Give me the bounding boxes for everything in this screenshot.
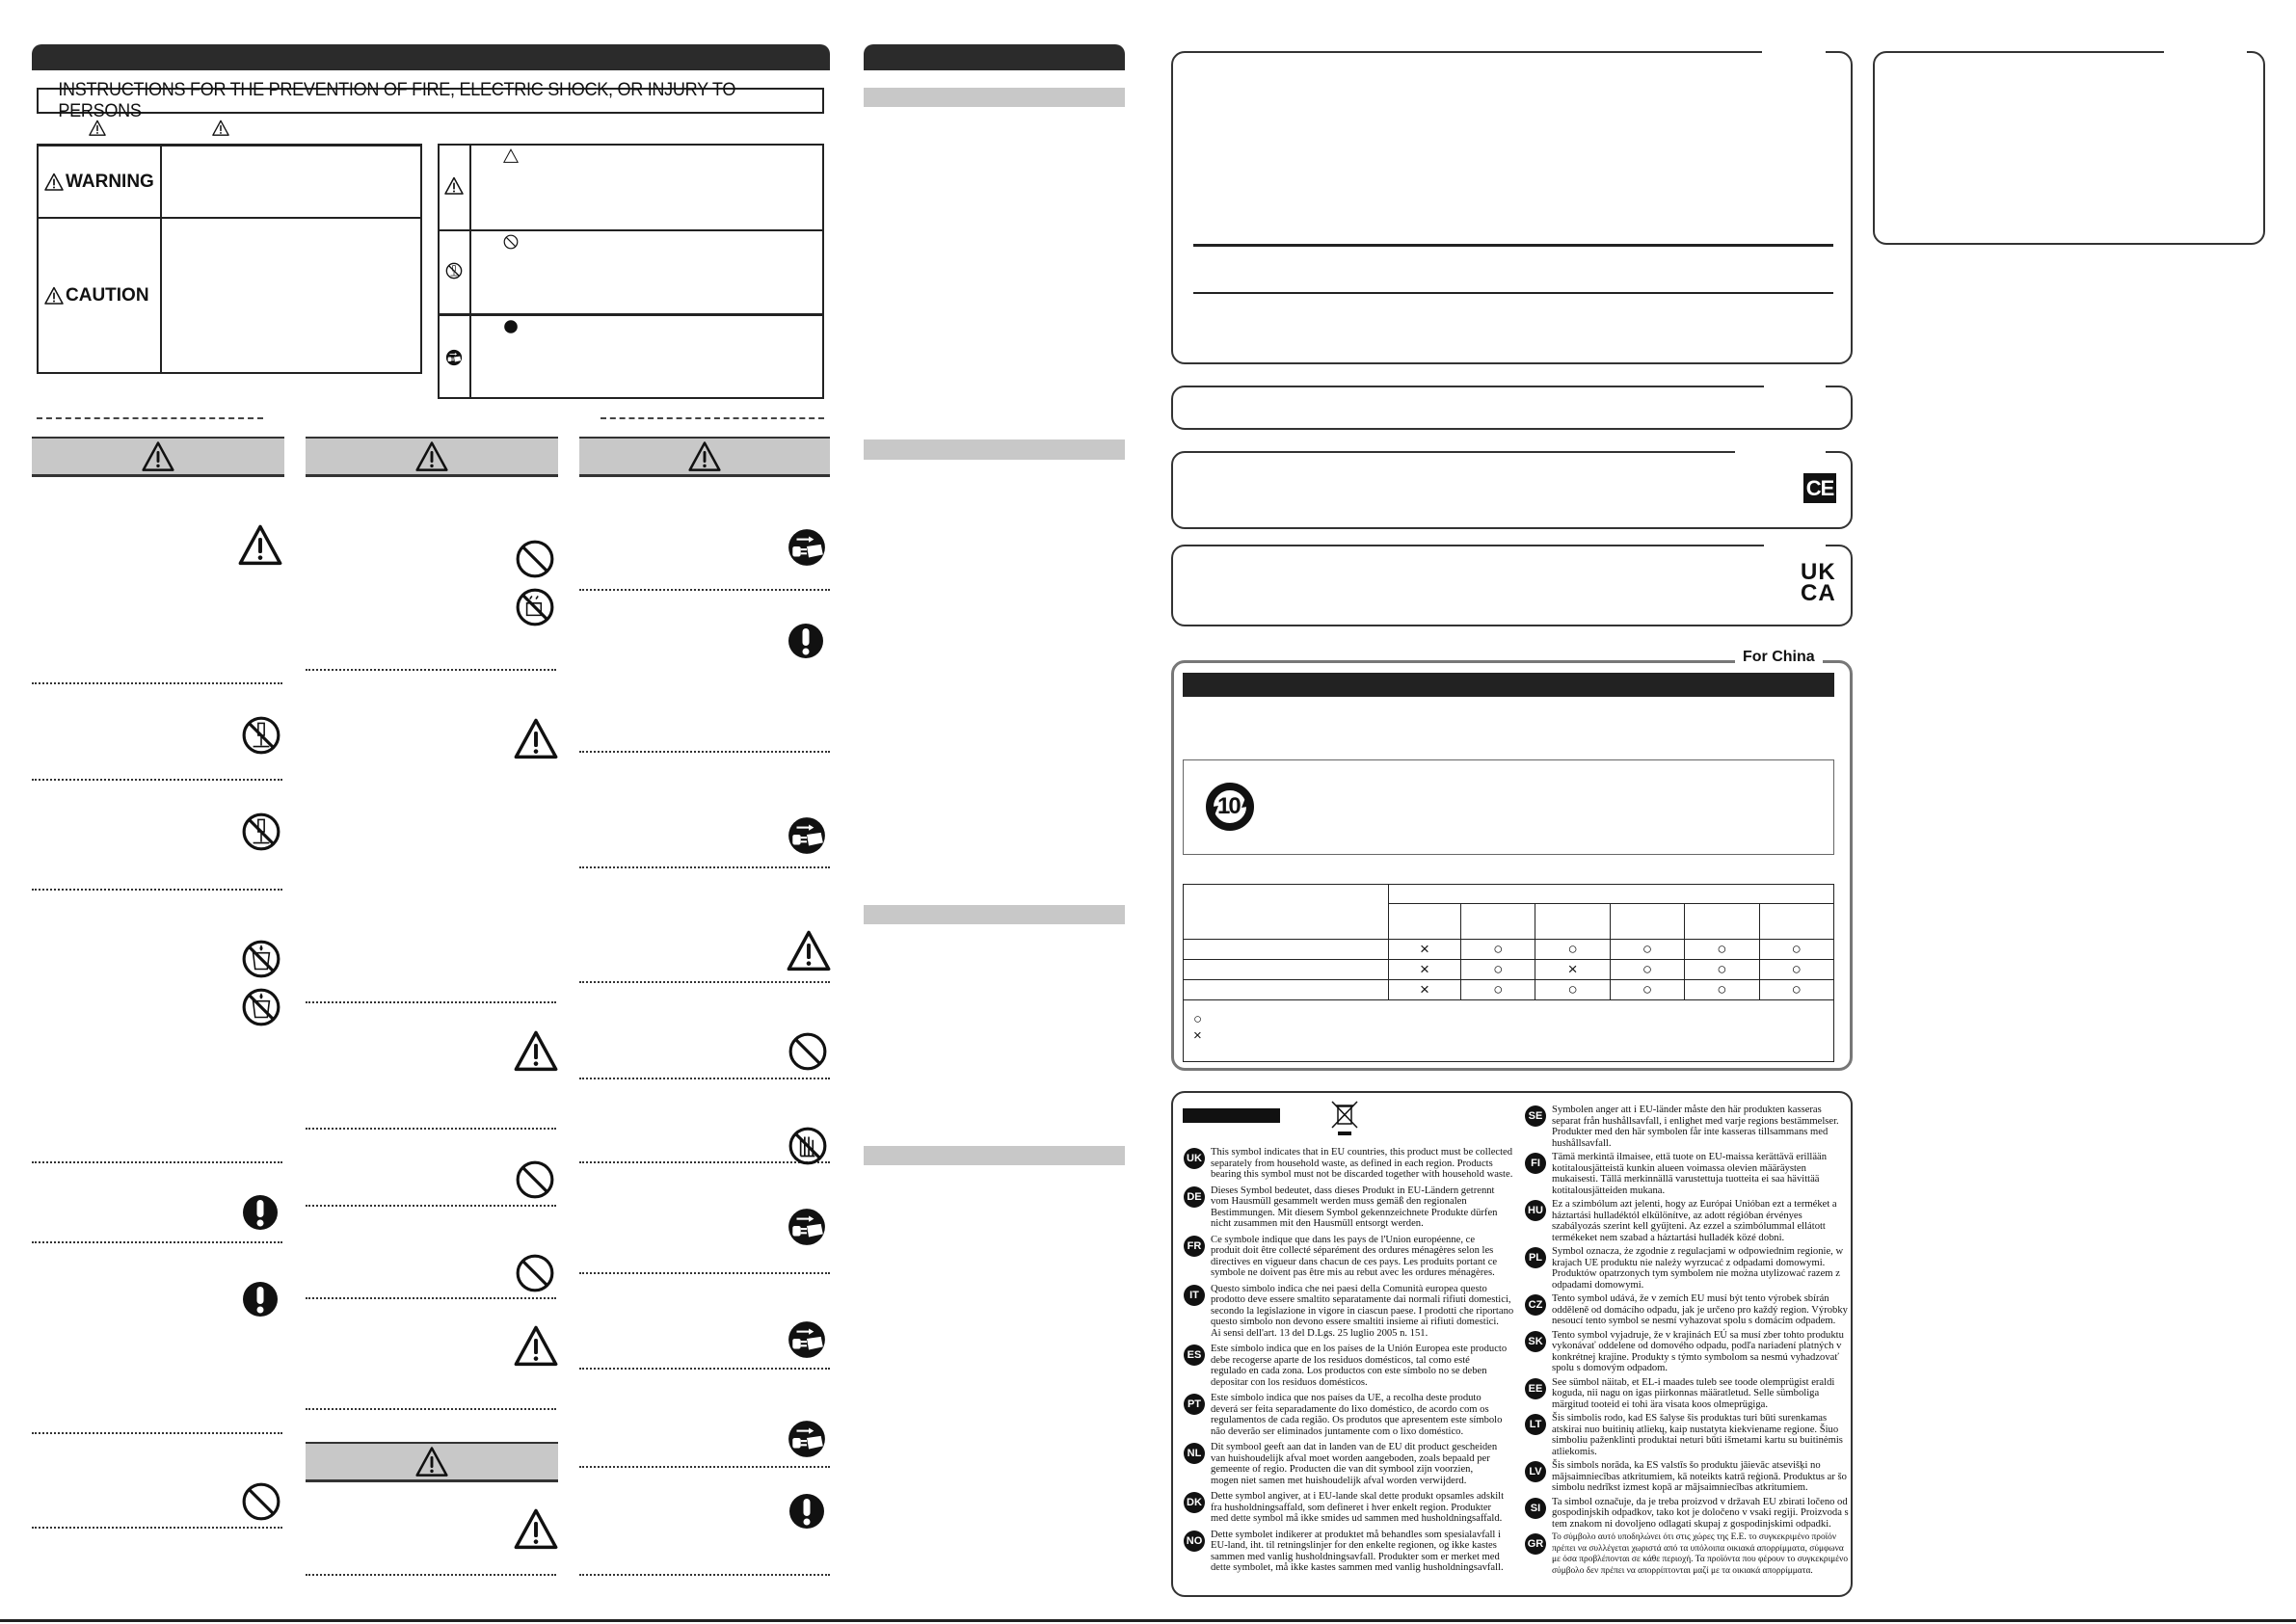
warning-triangle-icon: [415, 440, 448, 473]
text-line: vykonávať oddelene od domového odpadu, podľa nariadení platných v: [1552, 1341, 1842, 1351]
substance-cell: ○: [1685, 940, 1759, 960]
text-line: secondo la legislazione in vigore in ciascun paese. I prodotti che riportano: [1211, 1305, 1514, 1317]
disposal-text: [1211, 1530, 1504, 1574]
language-badge: NL: [1184, 1443, 1205, 1464]
substance-cell: ○: [1461, 960, 1535, 980]
safety-header-bar: [32, 44, 830, 70]
disposal-text: [1211, 1393, 1502, 1437]
china-title-bar: [1183, 673, 1834, 697]
substance-cell: ○: [1461, 980, 1535, 1000]
no-water-container-icon: [241, 939, 281, 984]
text-line: separately from household waste, as defined in each region. Products: [1211, 1158, 1493, 1169]
no-water-container-icon: [241, 987, 281, 1032]
text-line: atskirai nuo buitinių atliekų, kaip nustatyta kiekviename regione. Šiuo: [1552, 1424, 1839, 1435]
ukca-bottom: CA: [1801, 580, 1836, 606]
language-badge: FI: [1525, 1153, 1546, 1174]
disposal-text: [1211, 1442, 1497, 1486]
page-bottom-rule: [0, 1619, 2296, 1622]
no-disassembly-icon: [241, 715, 281, 760]
item-separator: [32, 779, 282, 781]
disposal-text: [1552, 1377, 1834, 1411]
text-line: dette symbolet, må ikke kastes sammen med vanlig husholdningsavfall.: [1211, 1562, 1504, 1573]
text-line: See sümbol näitab, et EL-i maades tuleb see toode olemprügist eraldi: [1552, 1376, 1835, 1388]
disposal-entry-sk: [1525, 1330, 1849, 1374]
warning-triangle-icon: [514, 1029, 558, 1078]
warning-section-bar: [32, 437, 284, 477]
text-line: Tämä merkintä ilmaisee, että tuote on EU-maissa kerättävä erillään: [1552, 1152, 1828, 1162]
disposal-entry-pt: [1184, 1393, 1513, 1437]
text-line: simbolu nedrīkst izmest kopā ar mājsaimniecības atkritumiem.: [1552, 1482, 1808, 1493]
disposal-text: [1211, 1284, 1513, 1340]
disposal-column-left: [1184, 1147, 1513, 1574]
unplug-icon: [787, 1319, 827, 1365]
section-bar: [864, 1146, 1125, 1165]
caution-signal-word: [44, 285, 149, 306]
item-separator: [579, 751, 830, 753]
language-badge: GR: [1525, 1533, 1546, 1555]
text-line: mogen niet samen met huishoudelijk afval worden verwijderd.: [1211, 1475, 1467, 1486]
disposal-entry-uk: [1184, 1147, 1513, 1181]
text-line: termékeket nem szabad a háztartási hulladék közé dobni.: [1552, 1232, 1785, 1243]
substance-cell: ×: [1389, 980, 1461, 1000]
prohibition-icon: [515, 539, 555, 584]
divider: [469, 144, 471, 399]
info-box: [1171, 51, 1853, 364]
table-row: [1184, 960, 1834, 980]
item-separator: [579, 981, 830, 983]
unplug-icon: [787, 527, 827, 572]
item-separator: [306, 1128, 556, 1130]
disposal-text: [1552, 1293, 1848, 1327]
no-disassembly-icon: [241, 812, 281, 857]
substance-cell: ○: [1535, 980, 1610, 1000]
divider: [438, 229, 824, 231]
text-line: prodotto deve essere smaltito separatamente dai normali rifiuti domestici,: [1211, 1294, 1511, 1305]
text-line: bearing this symbol must not be discarded together with household waste.: [1211, 1169, 1513, 1180]
text-line: Dette symbolet indikerer at produktet må behandles som spesialavfall i: [1211, 1529, 1501, 1540]
disposal-title-bar: [1183, 1108, 1280, 1123]
item-separator: [306, 1408, 556, 1410]
legend-symbol-o: ○: [1193, 1011, 1203, 1027]
disposal-text: [1552, 1532, 1848, 1577]
text-line: háztartási hulladéktól elkülönítve, az adott régióban érvényes: [1552, 1210, 1802, 1221]
disposal-text: [1211, 1185, 1497, 1230]
language-badge: PL: [1525, 1247, 1546, 1268]
warning-triangle-icon: [238, 523, 282, 572]
text-line: debe recogerse aparte de los residuos domésticos, tal como esté: [1211, 1354, 1470, 1366]
caution-section-bar: [306, 1442, 558, 1482]
info-box: [1873, 51, 2265, 245]
caution-label: CAUTION: [66, 285, 149, 306]
epup-logo: [1205, 779, 1255, 835]
item-separator: [579, 589, 830, 591]
warning-triangle-icon: [444, 176, 464, 196]
text-line: hushållsavfall.: [1552, 1137, 1612, 1149]
text-line: Este símbolo indica que nos países da UE, a recolha deste produto: [1211, 1393, 1482, 1403]
text-line: depositar con los residuos domésticos.: [1211, 1376, 1368, 1388]
warning-triangle-icon: [89, 120, 106, 137]
text-line: Dieses Symbol bedeutet, dass dieses Produkt in EU-Ländern getrennt: [1211, 1185, 1495, 1196]
text-line: konkrétnej krajine. Produkty s týmto symbolom sa nesmú vyhadzovať: [1552, 1351, 1839, 1363]
text-line: Šis simbols norāda, ka ES valstīs šo produktu jāievāc atsevišķi no: [1552, 1460, 1821, 1471]
ukca-mark: [1801, 559, 1836, 606]
prohibition-icon: [241, 1481, 281, 1527]
text-line: nesoucí tento symbol se nesmí vyhazovat spolu s domácím odpadem.: [1552, 1316, 1836, 1326]
unplug-icon: [787, 815, 827, 861]
language-badge: NO: [1184, 1531, 1205, 1552]
item-separator: [579, 1078, 830, 1079]
text-line: questo simbolo non devono essere smaltiti insieme ai rifiuti domestici.: [1211, 1317, 1499, 1327]
language-badge: LV: [1525, 1461, 1546, 1482]
language-badge: DE: [1184, 1186, 1205, 1208]
language-badge: EE: [1525, 1378, 1546, 1399]
substance-cell: ×: [1535, 960, 1610, 980]
substance-cell: ○: [1610, 940, 1684, 960]
for-china-label: For China: [1735, 649, 1823, 666]
disposal-text: [1211, 1344, 1507, 1388]
text-line: odpadami domowymi.: [1552, 1279, 1644, 1291]
item-separator: [32, 889, 282, 891]
text-line: mukaisesti. Tällä merkinnällä varustettuja tuotteita ei saa hävittää: [1552, 1174, 1820, 1185]
disposal-text: [1211, 1147, 1512, 1181]
text-line: deverá ser feita separadamente do lixo doméstico, de acordo com os: [1211, 1403, 1489, 1415]
disposal-entry-pl: [1525, 1246, 1849, 1291]
text-line: Tento symbol udává, že v zemích EU musí být tento výrobek sbírán: [1552, 1293, 1829, 1304]
disposal-entry-hu: [1525, 1199, 1849, 1243]
text-line: regulado en cada zona. Los productos con este símbolo no se deben: [1211, 1366, 1487, 1376]
substance-cell: ○: [1610, 980, 1684, 1000]
disposal-text: [1552, 1497, 1849, 1531]
text-line: não deverão ser eliminados juntamente com o lixo doméstico.: [1211, 1425, 1464, 1437]
crossed-bin-icon: [1330, 1101, 1359, 1137]
text-line: Ce symbole indique que dans les pays de l'Union européenne, ce: [1211, 1234, 1476, 1245]
text-line: με όσα προβλέπονται σε κάθε περιοχή. Τα προϊόντα που φέρουν το συγκεκριμένο: [1552, 1555, 1849, 1564]
substance-cell: ○: [1685, 960, 1759, 980]
substance-cell: ×: [1389, 960, 1461, 980]
item-separator: [579, 866, 830, 868]
warning-triangle-icon: [514, 717, 558, 766]
text-line: nicht zusammen mit den Hausmüll entsorgt werden.: [1211, 1218, 1424, 1229]
text-line: atliekomis.: [1552, 1446, 1597, 1457]
language-badge: DK: [1184, 1492, 1205, 1513]
part-name-cell: [1184, 960, 1389, 980]
text-line: separat från hushållsavfall, i enlighet med varje regions bestämmelser.: [1552, 1115, 1839, 1127]
ce-mark-text: CE: [1805, 475, 1834, 500]
text-line: Dit symbool geeft aan dat in landen van de EU dit product gescheiden: [1211, 1442, 1498, 1452]
item-separator: [579, 1466, 830, 1468]
text-line: symbole ne doivent pas être mis au rebut avec les ordures ménagères.: [1211, 1267, 1495, 1278]
text-line: mājsaimniecības atkritumiem, kā noteikts katrā reģionā. Produktus ar šo: [1552, 1471, 1847, 1482]
caution-triangle-outline-icon: [503, 148, 519, 164]
item-separator: [306, 1001, 556, 1003]
substance-cell: ○: [1610, 960, 1684, 980]
disposal-entry-si: [1525, 1497, 1849, 1531]
text-line: Questo simbolo indica che nei paesi della Comunità europea questo: [1211, 1283, 1487, 1294]
mandatory-action-icon: [241, 1280, 280, 1323]
disposal-text: [1552, 1413, 1843, 1457]
separator: [37, 417, 263, 419]
text-line: Το σύμβολο αυτό υποδηλώνει ότι στις χώρες της Ε.Ε. το συγκεκριμένο προϊόν: [1552, 1532, 1837, 1542]
text-line: EU-land, iht. til retningslinjer for den enkelte regionen, og ikke kastes: [1211, 1540, 1497, 1551]
disposal-entry-no: [1184, 1530, 1513, 1574]
disposal-text: [1552, 1152, 1827, 1196]
text-line: Produktów opatrzonych tym symbolem nie można utylizować razem z: [1552, 1268, 1840, 1279]
mandatory-action-icon: [788, 1492, 826, 1535]
warning-triangle-icon: [142, 440, 174, 473]
middle-header-bar: [864, 44, 1125, 70]
item-separator: [579, 1368, 830, 1370]
ukca-box: [1171, 545, 1853, 626]
no-wet-hands-icon: [788, 1126, 828, 1171]
language-badge: SI: [1525, 1498, 1546, 1519]
disposal-text: [1211, 1235, 1497, 1279]
item-separator: [579, 1272, 830, 1274]
language-badge: SK: [1525, 1331, 1546, 1352]
disposal-text: [1552, 1199, 1837, 1243]
item-separator: [306, 1205, 556, 1207]
prohibition-icon: [515, 1253, 555, 1298]
language-badge: IT: [1184, 1285, 1205, 1306]
text-line: vom Hausmüll gesammelt werden muss gemäß den regionalen: [1211, 1196, 1467, 1207]
disposal-entry-cz: [1525, 1293, 1849, 1327]
text-line: Ai sensi dell'art. 13 del D.Lgs. 25 luglio 2005 n. 151.: [1211, 1327, 1428, 1339]
part-name-cell: [1184, 940, 1389, 960]
text-line: spolu s domovým odpadom.: [1552, 1363, 1669, 1373]
substance-cell: ○: [1535, 940, 1610, 960]
disposal-text: [1211, 1491, 1504, 1525]
disposal-entry-ee: [1525, 1377, 1849, 1411]
item-separator: [32, 1527, 282, 1529]
text-line: gospodinjskih odpadkov, tako kot je določeno v vsaki regiji. Proizvoda s: [1552, 1507, 1849, 1518]
unplug-icon: [445, 349, 463, 366]
divider: [160, 144, 162, 374]
disposal-entry-dk: [1184, 1491, 1513, 1525]
warning-triangle-icon: [688, 440, 721, 473]
text-line: πρέπει να συλλέγεται χωριστά από τα υπόλοιπα οικιακά απορρίμματα, σύμφωνα: [1552, 1543, 1844, 1554]
divider: [37, 217, 422, 219]
prohibition-icon: [503, 234, 519, 250]
warning-section-bar: [306, 437, 558, 477]
divider: [438, 313, 824, 316]
mandatory-dot-icon: [503, 319, 519, 334]
disposal-entry-it: [1184, 1284, 1513, 1340]
text-line: kotitalousjätteiden mukana.: [1552, 1185, 1666, 1196]
text-line: simboliu paženklinti produktai neturi būti išmetami kartu su buitinėmis: [1552, 1435, 1843, 1446]
text-line: directives en vigueur dans chacun de ces pays. Les produits portant ce: [1211, 1256, 1498, 1267]
epup-years: 10: [1217, 793, 1240, 819]
separator: [601, 417, 824, 419]
text-line: märgitud tooteid ei tohi ära visata koos olmeprügiga.: [1552, 1398, 1768, 1410]
ce-mark: [1803, 473, 1836, 503]
disposal-text: [1552, 1460, 1847, 1494]
warning-label: WARNING: [66, 172, 154, 192]
disposal-text: [1552, 1105, 1839, 1149]
text-line: szabályozás szerint kell gyűjteni. Az ezzel a szimbólummal ellátott: [1552, 1221, 1826, 1232]
section-bar: [864, 439, 1125, 460]
substance-cell: ○: [1685, 980, 1759, 1000]
text-line: gemeente of regio. Producten die van dit symbool zijn voorzien,: [1211, 1464, 1474, 1475]
text-line: Dette symbol angiver, at i EU-lande skal dette produkt opsamles adskilt: [1211, 1491, 1505, 1502]
unplug-icon: [787, 1207, 827, 1252]
text-line: Symbolen anger att i EU-länder måste den här produkten kasseras: [1552, 1105, 1822, 1115]
info-box: [1171, 386, 1853, 430]
ce-box: [1171, 451, 1853, 529]
text-line: sammen med vanlig husholdningsavfall. Produkter som er merket med: [1211, 1551, 1500, 1562]
item-separator: [306, 1574, 556, 1576]
text-line: Produkter med den här symbolen får inte kasseras tillsammans med: [1552, 1127, 1829, 1137]
language-badge: LT: [1525, 1414, 1546, 1435]
warning-triangle-icon: [514, 1507, 558, 1557]
text-line: odděleně od domácího odpadu, jak je určeno pro každý region. Výrobky: [1552, 1304, 1848, 1316]
prohibition-icon: [515, 1159, 555, 1205]
epup-box: [1183, 759, 1834, 855]
item-separator: [32, 682, 282, 684]
warning-signal-word: [44, 172, 154, 193]
language-badge: CZ: [1525, 1294, 1546, 1316]
disposal-text: [1552, 1330, 1844, 1374]
text-line: kotitalousjätteistä kunkin alueen voimassa olevien määräysten: [1552, 1162, 1806, 1174]
text-line: krajach UE produktu nie należy wyrzucać z odpadami domowymi.: [1552, 1257, 1826, 1268]
text-line: σύμβολο δεν πρέπει να απορρίπτονται μαζί με τα οικιακά απορρίμματα.: [1552, 1565, 1813, 1576]
symbol-table: [438, 144, 824, 399]
disposal-text: [1552, 1246, 1843, 1291]
warning-triangle-icon: [787, 929, 831, 978]
text-line: produit doit être collecté séparément des ordures ménagères selon les: [1211, 1245, 1494, 1256]
disposal-entry-fr: [1184, 1235, 1513, 1279]
disposal-entry-es: [1184, 1344, 1513, 1388]
disposal-entry-nl: [1184, 1442, 1513, 1486]
text-line: tem znakom ni dovoljeno odlagati skupaj z gospodinjskimi odpadki.: [1552, 1518, 1831, 1530]
item-separator: [32, 1241, 282, 1243]
warning-triangle-icon: [44, 286, 64, 306]
divider: [1193, 292, 1833, 294]
language-badge: HU: [1525, 1200, 1546, 1221]
prohibition-icon: [788, 1031, 828, 1077]
disposal-entry-fi: [1525, 1152, 1849, 1196]
text-line: Ta simbol označuje, da je treba proizvod v državah EU zbirati ločeno od: [1552, 1496, 1848, 1507]
table-row: [1184, 940, 1834, 960]
item-separator: [32, 1161, 282, 1163]
disposal-entry-lv: [1525, 1460, 1849, 1494]
section-bar: [864, 88, 1125, 107]
text-line: Bestimmungen. Mit diesem Symbol gekennzeichnete Produkte dürfen: [1211, 1207, 1498, 1218]
substance-cell: ○: [1461, 940, 1535, 960]
text-line: Este símbolo indica que en los países de la Unión Europea este producto: [1211, 1344, 1508, 1354]
language-badge: ES: [1184, 1344, 1205, 1366]
mandatory-action-icon: [787, 622, 825, 665]
text-line: koguda, nii nagu on igas piirkonnas määratletud. Selle sümboliga: [1552, 1388, 1820, 1398]
disposal-entry-de: [1184, 1185, 1513, 1230]
warning-triangle-icon: [415, 1446, 448, 1478]
legend-symbol-x: ×: [1193, 1027, 1202, 1044]
substance-cell: ○: [1759, 960, 1833, 980]
text-line: Tento symbol vyjadruje, že v krajinách EÚ sa musí zber tohto produktu: [1552, 1329, 1844, 1341]
ukca-top: UK: [1801, 559, 1836, 585]
warning-triangle-icon: [514, 1324, 558, 1373]
language-badge: SE: [1525, 1105, 1546, 1127]
hazardous-substances-table: [1183, 884, 1834, 1000]
no-wet-hands-icon: [515, 587, 555, 632]
divider: [1193, 244, 1833, 247]
text-line: Ez a szimbólum azt jelenti, hogy az Európai Unióban ezt a terméket a: [1552, 1199, 1837, 1210]
no-disassembly-icon: [445, 262, 463, 280]
safety-title-text: INSTRUCTIONS FOR THE PREVENTION OF FIRE, ELECTRIC SHOCK, OR INJURY TO PERSONS: [58, 79, 736, 121]
text-line: Symbol oznacza, że zgodnie z regulacjami w odpowiednim regionie, w: [1552, 1246, 1844, 1257]
unplug-icon: [787, 1419, 827, 1464]
language-badge: PT: [1184, 1394, 1205, 1415]
safety-title: [37, 79, 824, 121]
disposal-entry-se: [1525, 1105, 1849, 1149]
text-line: This symbol indicates that in EU countries, this product must be collected: [1211, 1147, 1513, 1158]
disposal-entry-gr: [1525, 1532, 1849, 1577]
language-badge: FR: [1184, 1236, 1205, 1257]
language-badge: UK: [1184, 1148, 1205, 1169]
table-legend: [1183, 994, 1834, 1062]
item-separator: [579, 1574, 830, 1576]
substance-cell: ×: [1389, 940, 1461, 960]
disposal-entry-lt: [1525, 1413, 1849, 1457]
caution-section-bar: [579, 437, 830, 477]
warning-triangle-icon: [44, 173, 64, 192]
substance-cell: ○: [1759, 980, 1833, 1000]
text-line: med dette symbol må ikke smides ud sammen med husholdningsaffald.: [1211, 1513, 1503, 1524]
text-line: van huishoudelijk afval moet worden aangeboden, zoals bepaald per: [1211, 1452, 1490, 1464]
text-line: fra husholdningsaffald, som defineret i hver enkelt region. Produkter: [1211, 1502, 1492, 1513]
section-bar: [864, 905, 1125, 924]
mandatory-action-icon: [241, 1193, 280, 1237]
item-separator: [306, 669, 556, 671]
text-line: Šis simbolis rodo, kad ES šalyse šis produktas turi būti surenkamas: [1552, 1413, 1828, 1424]
disposal-column-right: [1525, 1105, 1849, 1577]
item-separator: [32, 1432, 282, 1434]
substance-cell: ○: [1759, 940, 1833, 960]
text-line: regulamentos de cada região. Os produtos que apresentem este símbolo: [1211, 1415, 1503, 1425]
warning-triangle-icon: [212, 120, 229, 137]
